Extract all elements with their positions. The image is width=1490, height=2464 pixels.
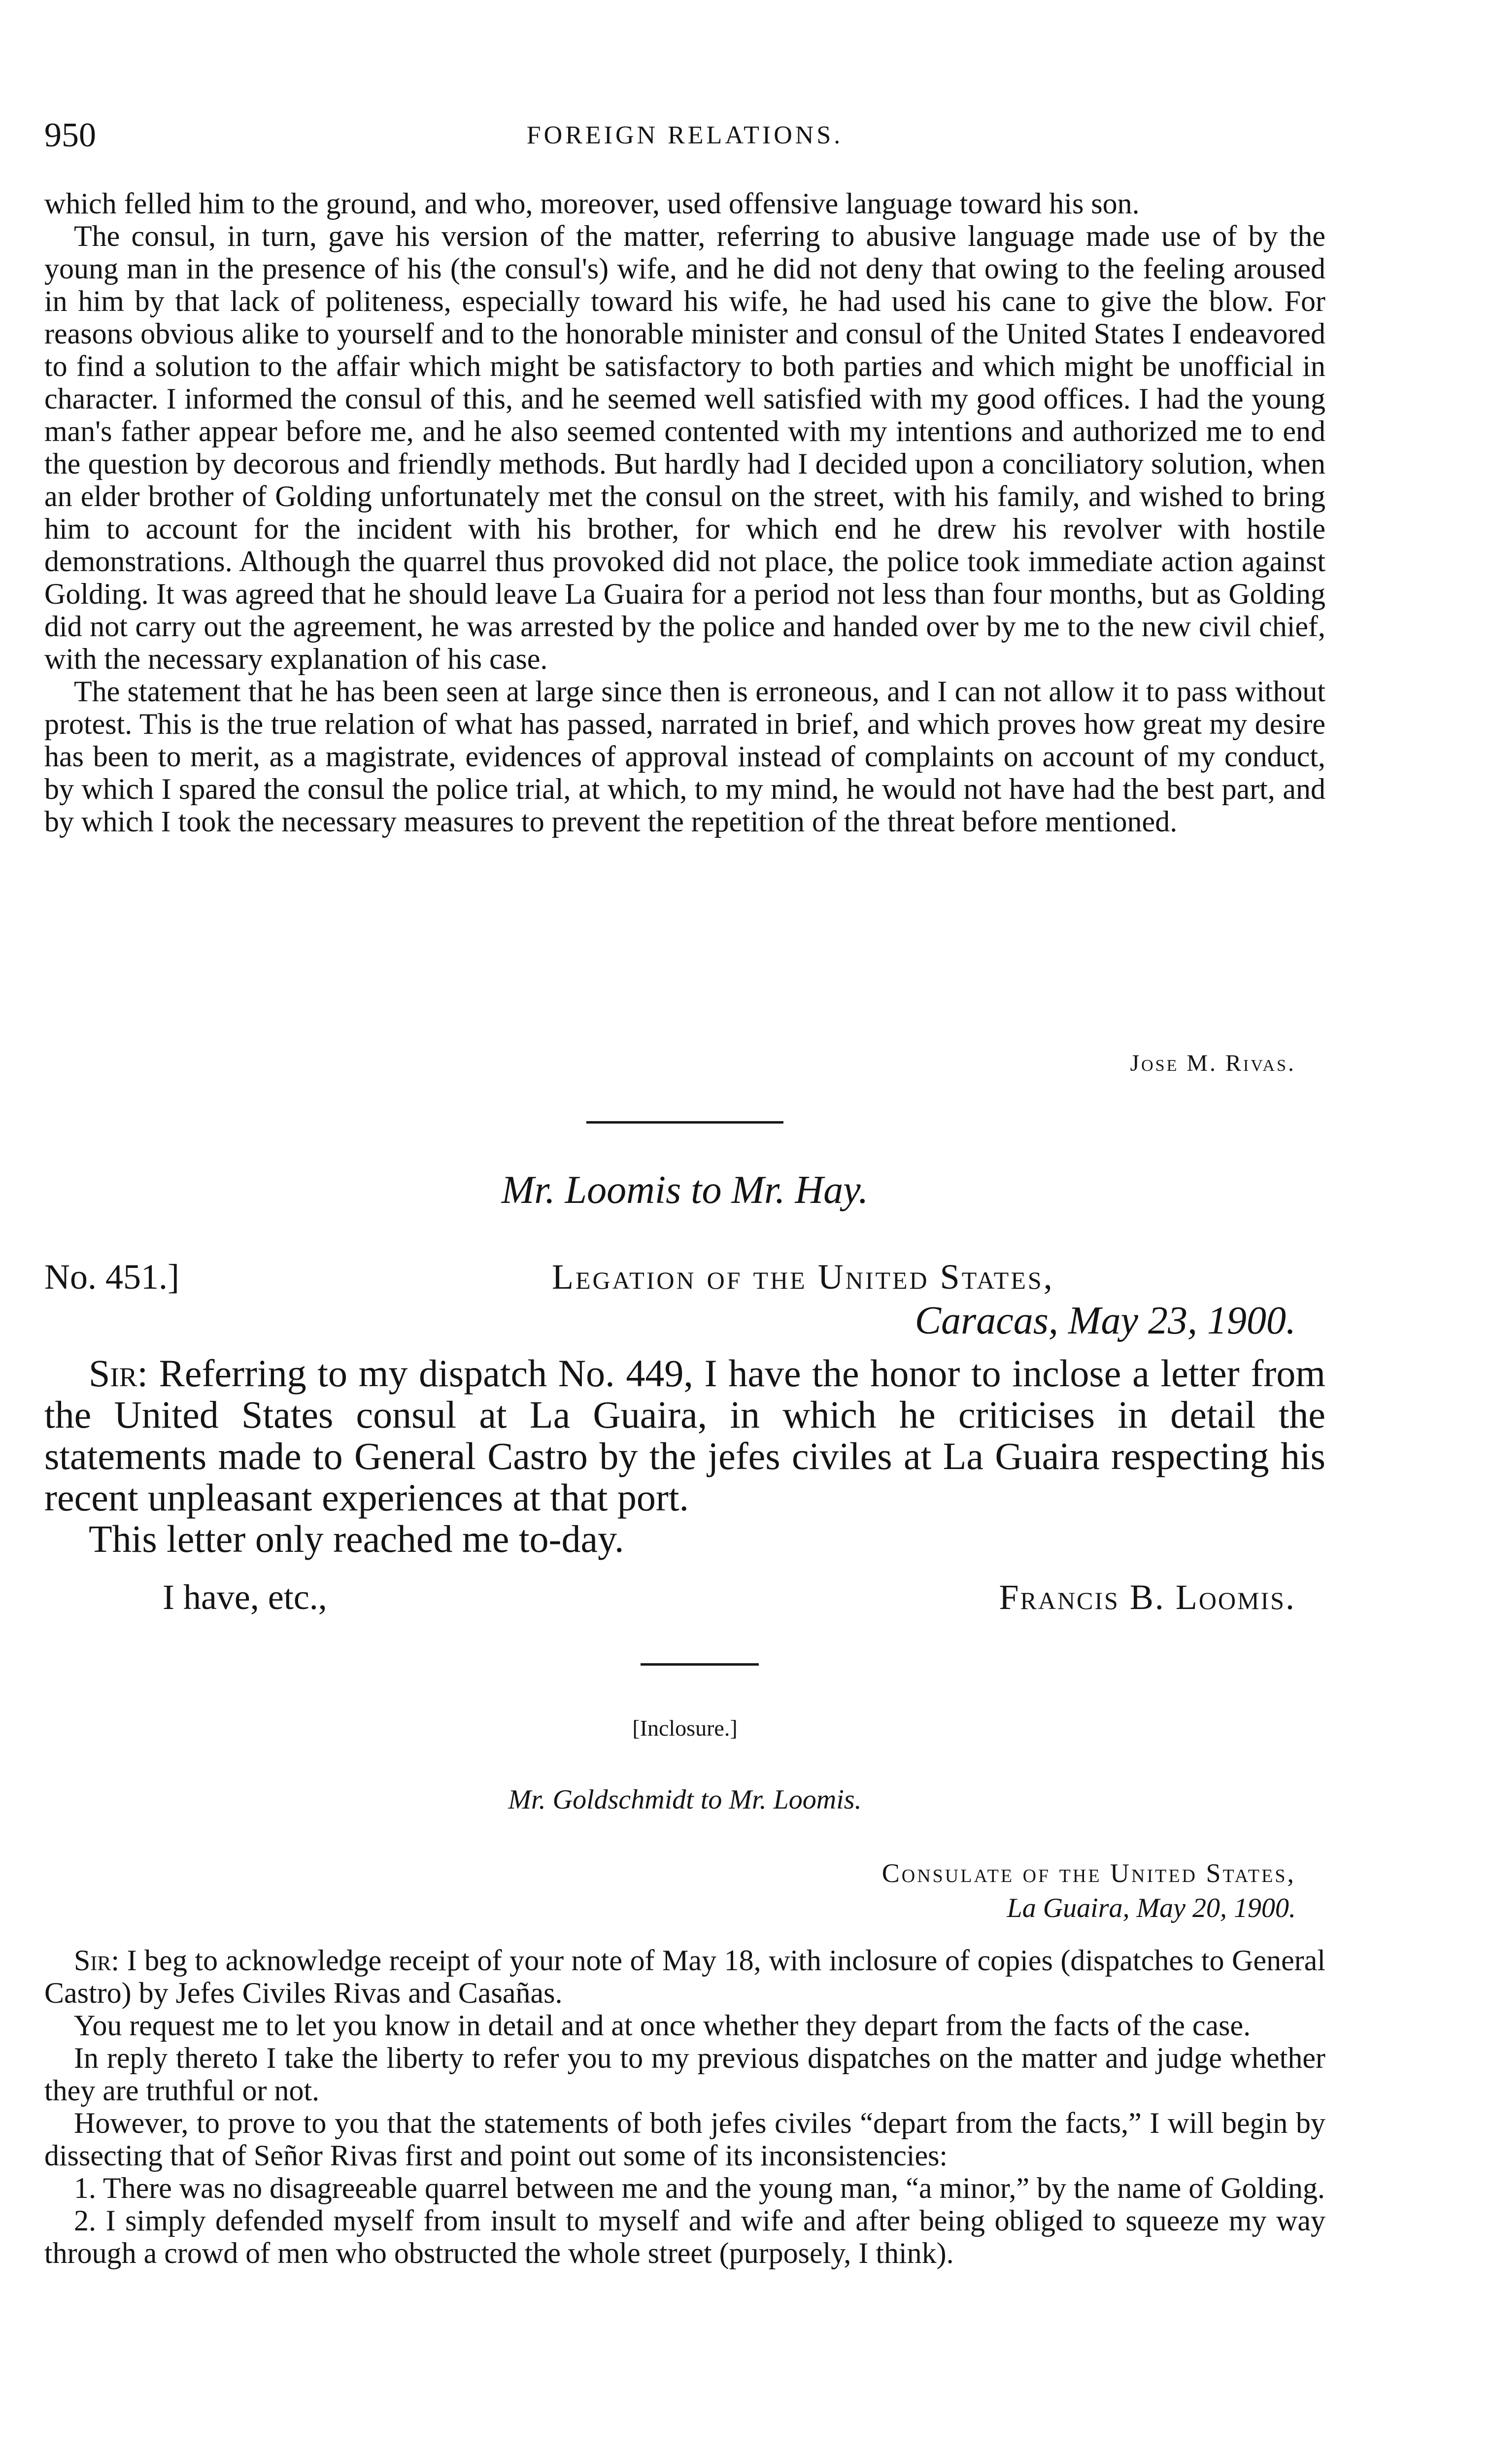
legation-line: Legation of the United States, [552,1257,1054,1297]
paragraph: In reply thereto I take the liberty to refer you to my previous dispatches on the matter and judge whether they are truthful or not. [44,2042,1325,2107]
paragraph: 1. There was no disagreeable quarrel between me and the young man, “a minor,” by the name of Golding. [74,2172,1325,2204]
section-divider [586,1121,783,1124]
loomis-signature: Francis B. Loomis. [999,1577,1296,1617]
dispatch-number: No. 451.] [44,1257,179,1297]
paragraph [44,1353,1325,1518]
letter-place-date: La Guaira, May 20, 1900. [1007,1893,1296,1923]
dispatch-body [44,1353,1325,1560]
dispatch-title: Mr. Loomis to Mr. Hay. [501,1168,869,1212]
paragraph-text: I beg to acknowledge receipt of your note of May 18, with inclosure of copies (dispatches to General Castro) by Jefes Civiles Rivas and Casañas. [44,1944,1325,2009]
running-title: FOREIGN RELATIONS. [526,121,844,149]
dispatch-place-date: Caracas, May 23, 1900. [914,1299,1296,1342]
section-divider [641,1663,759,1666]
rivas-letter-continuation [44,187,1325,838]
salutation: Sir: [89,1352,148,1395]
paragraph: You request me to let you know in detail and at once whether they depart from the facts of the case. [74,2009,1251,2042]
inclosure-label: [Inclosure.] [632,1715,738,1741]
goldschmidt-letter-body [44,1944,1325,2269]
paragraph: which felled him to the ground, and who, moreover, used offensive language toward his son. [44,187,1140,220]
page-number: 950 [44,116,96,154]
paragraph: 2. I simply defended myself from insult to myself and wife and after being obliged to squeeze my way through a crowd of men who obstructed the whole street (purposely, I think). [44,2204,1325,2269]
salutation: Sir: [74,1944,120,1977]
closing: I have, etc., [163,1577,327,1617]
paragraph-text: Referring to my dispatch No. 449, I have the honor to inclose a letter from the United States consul at La Guaira, in which he criticises in detail the statements made to General Castro by the jefes civiles at La Guaira respecting his recent unpleasant experiences at that port. [44,1352,1325,1519]
paragraph [44,1944,1325,2009]
paragraph: However, to prove to you that the statements of both jefes civiles “depart from the facts,” I will begin by dissecting that of Señor Rivas first and point out some of its inconsistencies: [44,2107,1325,2172]
rivas-signature: Jose M. Rivas. [1130,1050,1296,1076]
paragraph: This letter only reached me to-day. [89,1517,624,1560]
page-header [44,113,1325,158]
document-page [44,0,1325,2464]
paragraph: The consul, in turn, gave his version of the matter, referring to abusive language made use of by the young man in the presence of his (the consul's) wife, and he did not deny that owing to the feeling aroused in him by that lack of politeness, especially toward his wife, he had used his cane to give the blow. For reasons obvious alike to yourself and to the honorable minister and consul of the United States I endeavored to find a solution to the affair which might be satisfactory to both parties and which might be unofficial in character. I informed the consul of this, and he seemed well satisfied with my good offices. I had the young man's father appear before me, and he also seemed contented with my intentions and authorized me to end the question by decorous and friendly methods. But hardly had I decided upon a conciliatory solution, when an elder brother of Golding unfortunately met the consul on the street, with his family, and wished to bring him to account for the incident with his brother, for which end he drew his revolver with hostile demonstrations. Although the quarrel thus provoked did not place, the police took immediate action against Golding. It was agreed that he should leave La Guaira for a period not less than four months, but as Golding did not carry out the agreement, he was arrested by the police and handed over by me to the new civil chief, with the necessary explanation of his case. [44,220,1325,675]
letter-title: Mr. Goldschmidt to Mr. Loomis. [508,1784,862,1815]
paragraph: The statement that he has been seen at large since then is erroneous, and I can not allow it to pass without protest. This is the true relation of what has passed, narrated in brief, and which proves how great my desire has been to merit, as a magistrate, evidences of approval instead of complaints on account of my conduct, by which I spared the consul the police trial, at which, to my mind, he would not have had the best part, and by which I took the necessary measures to prevent the repetition of the threat before mentioned. [44,675,1325,838]
consulate-line: Consulate of the United States, [881,1858,1296,1888]
